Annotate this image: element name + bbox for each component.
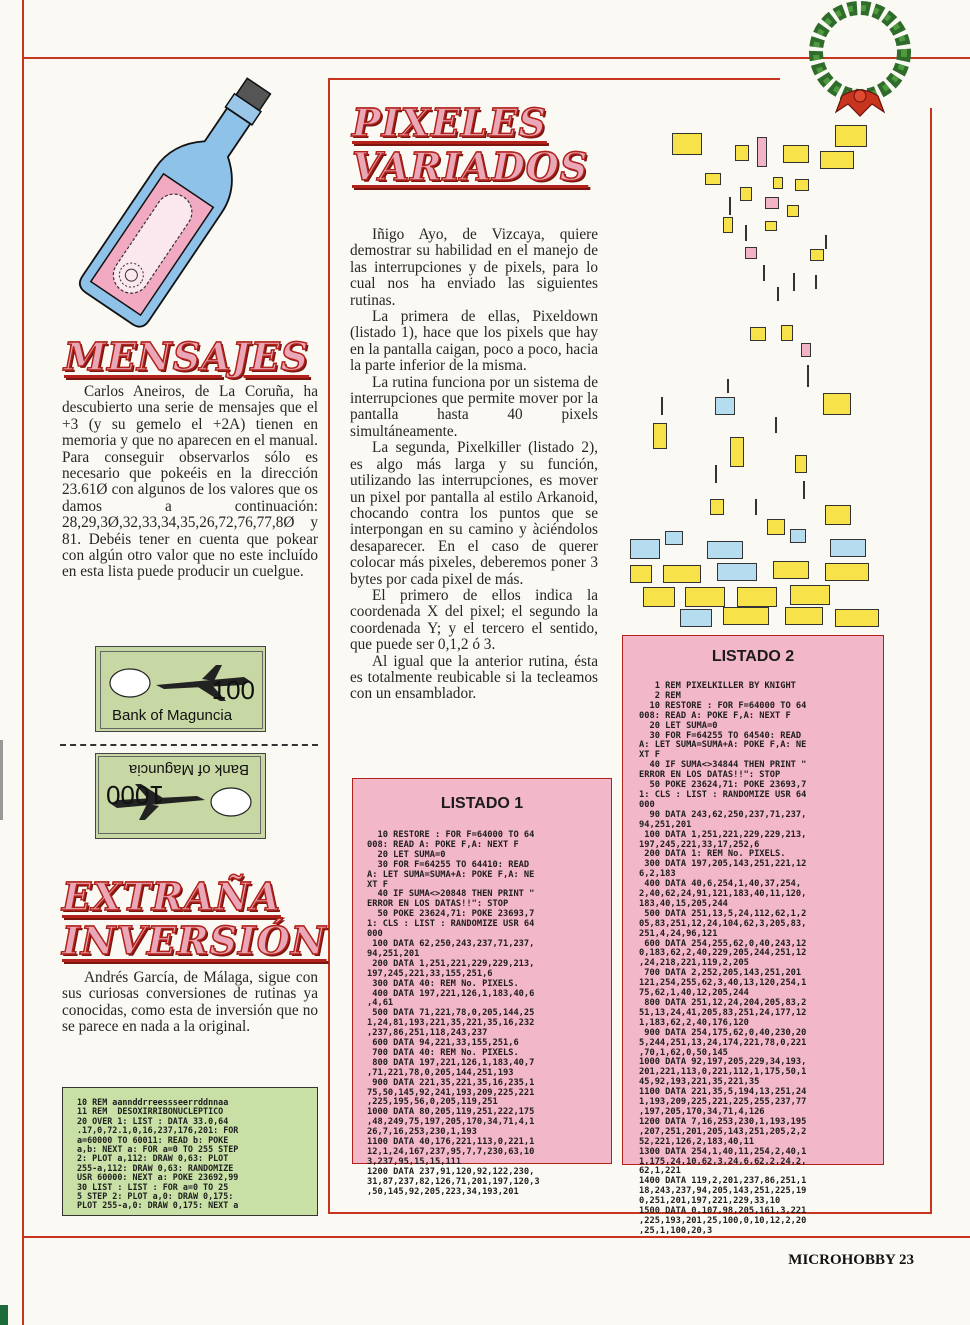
- falling-brick: [801, 343, 811, 357]
- falling-trail: [807, 365, 809, 387]
- listado1-box: [352, 778, 612, 1197]
- listado1-code: 10 RESTORE : FOR F=64000 TO 64 008: READ A: POKE F,A: NEXT F 20 LET SUMA=0 30 FOR F=64255 TO 64410: READ A: LET SUMA=SUMA+A: POKE F,A: NE XT F 40 IF SUMA<>20848 THEN PRINT " ERROR EN LOS DATAS!!": STOP 50 POKE 23624,71: POKE 23693,7 1: CLS : LIST : RANDOMIZE USR 64 000 100 DATA 62,250,243,237,71,237, 94,251,201 200 DATA 1,251,221,229,229,213, 197,245,221,33,155,251,6 300 DATA 40: REM No. PIXELS. 400 DATA 197,221,126,1,183,40,6 ,4,61 500 DATA 71,221,78,0,205,144,25 1,24,81,193,221,35,221,35,16,232 ,237,86,251,118,243,237 600 DATA 94,221,33,155,251,6 700 DATA 40: REM No. PIXELS. 800 DATA 197,221,126,1,183,40,7 ,71,221,78,0,205,144,251,193 900 DATA 221,35,221,35,16,235,1 75,50,145,92,241,193,209,225,221 ,225,195,56,0,205,119,251 1000 DATA 80,205,119,251,222,175 ,48,249,75,197,205,170,34,71,4,1 26,7,16,253,230,1,193 1100 DATA 40,176,221,113,0,221,1 12,1,24,167,237,95,7,7,230,63,10 3,237,95,15,15,111 1200 DATA 237,91,120,92,122,230, 31,87,237,82,126,71,201,197,120,3 ,50,145,92,205,223,34,193,201: [367, 830, 540, 1197]
- falling-trail: [815, 275, 817, 289]
- pixeles-title-line2: VARIADOS: [352, 144, 589, 189]
- falling-brick: [717, 563, 757, 581]
- falling-trail: [755, 499, 757, 515]
- mensajes-body: [62, 384, 318, 581]
- page-corner-mark: [0, 1305, 8, 1325]
- banknote-1000-bank: Bank of Maguncia: [128, 761, 249, 778]
- falling-brick: [745, 247, 757, 259]
- pixeles-paragraph-3: La rutina funciona por un sistema de interrupciones que permite mover por la pantalla hasta 40 pixels simultáneamente.: [350, 373, 598, 440]
- bottle-illustration: [70, 68, 290, 338]
- falling-brick: [705, 173, 721, 185]
- page-edge: [0, 740, 3, 820]
- extrana-title-line1: EXTRAÑA: [62, 874, 282, 919]
- falling-brick: [737, 587, 777, 607]
- falling-brick: [630, 539, 660, 559]
- pixeles-paragraph-5: El primero de ellos indica la coordenada X del pixel; el segundo la coordenada Y; y el tercero el sentido, que puede ser 0,1,2 ó 3.: [350, 586, 598, 654]
- falling-brick: [773, 561, 809, 579]
- pixeles-title-line1: PIXELES: [352, 100, 547, 145]
- mensajes-paragraph: Carlos Aneiros, de La Coruña, ha descubierto una serie de mensajes que el +3 (y su gemelo el +2A) tienen en memoria y que no aparecen en el manual. Para conseguir observarlos sólo es necesario que pokeéis en la dirección 23.61Ø con algunos de los valores que os damos a continuación: 28,29,3Ø,32,33,34,35,26,72,76,77,8Ø y 81. Debéis tener en cuenta que pokear con algún otro valor que no este incluído en esta lista puede producir un cuelgue.: [62, 383, 318, 581]
- pixeles-paragraph-2: La primera de ellas, Pixeldown (listado 1), hace que los pixels que hay en la pantalla caigan, poco a poco, hacia la parte inferior de la misma.: [350, 308, 598, 375]
- falling-brick: [653, 423, 667, 449]
- falling-trail: [825, 235, 827, 249]
- falling-brick: [810, 249, 824, 261]
- falling-brick: [715, 397, 735, 415]
- falling-brick: [785, 607, 823, 625]
- listado1-title: LISTADO 1: [440, 795, 524, 812]
- footer-page-number: 23: [899, 1252, 914, 1268]
- falling-trail: [661, 397, 663, 415]
- falling-brick: [710, 499, 724, 515]
- falling-brick: [630, 565, 652, 583]
- falling-brick: [790, 585, 830, 605]
- falling-brick: [790, 529, 806, 543]
- falling-brick: [685, 587, 725, 607]
- falling-brick: [825, 505, 851, 525]
- extrana-title-line2: INVERSIÓN: [62, 918, 327, 963]
- pixeles-box-top: [328, 78, 780, 80]
- left-rule: [22, 0, 24, 1325]
- falling-brick: [835, 125, 867, 147]
- falling-brick: [723, 217, 733, 233]
- falling-brick: [781, 325, 793, 341]
- extrana-code: 10 REM aannddrreessseerrddnnaa 11 REM DESOXIRRIBONUCLEPTICO 20 OVER 1: LIST : DATA 33.0,64 .17,0,72.1,0,16,237,176,201: FOR a=60000 TO 60011: READ b: POKE a,b: NEXT a: FOR a=0 TO 255 STEP 2: PLOT a,112: DRAW 0,63: PLOT 255-a,112: DRAW 0,63: RANDOMIZE USR 60000: NEXT a: POKE 23692,99 30 LIST : LIST : FOR a=0 TO 25 5 STEP 2: PLOT a,0: DRAW 0,175: PLOT 255-a,0: DRAW 0,175: NEXT a: [77, 1097, 239, 1211]
- falling-trail: [803, 481, 805, 499]
- banknote-100: [95, 646, 266, 732]
- pixeles-box-right: [930, 108, 932, 1214]
- falling-brick: [665, 531, 683, 545]
- banknote-1000: [95, 753, 266, 839]
- pixeles-body: [350, 227, 598, 703]
- falling-brick: [735, 145, 749, 161]
- pixeles-paragraph-4: La segunda, Pixelkiller (listado 2), es algo más larga y su función, utilizando las interrupciones, es mover un pixel por pantalla al estilo Arkanoid, chocando contra los puntos que se interpongan en su camino y àciéndolos desaparecer. En el caso de querer colocar más pixeles, deberemos poner 3 bytes por cada pixel de más.: [350, 439, 598, 588]
- falling-pixels-graphic: [625, 125, 925, 635]
- falling-brick: [795, 455, 807, 473]
- falling-trail: [715, 465, 717, 483]
- extrana-body: [62, 970, 318, 1036]
- falling-trail: [777, 287, 779, 301]
- pixeles-paragraph-6: Al igual que la anterior rutina, ésta es totalmente reubicable si la tecleamos con un ensamblador.: [350, 652, 598, 703]
- listado2-box: [622, 635, 884, 1236]
- falling-brick: [823, 393, 851, 415]
- falling-brick: [835, 609, 879, 627]
- mensajes-title: MENSAJES: [64, 334, 310, 379]
- falling-brick: [773, 177, 783, 189]
- falling-trail: [729, 197, 731, 215]
- falling-trail: [745, 225, 747, 241]
- falling-brick: [787, 205, 799, 217]
- falling-brick: [820, 151, 854, 169]
- falling-brick: [672, 133, 702, 155]
- falling-brick: [795, 179, 809, 191]
- dashed-cut-line: [60, 744, 318, 746]
- falling-brick: [830, 539, 866, 557]
- falling-brick: [750, 327, 766, 341]
- falling-trail: [727, 379, 729, 393]
- listado2-title: LISTADO 2: [711, 648, 795, 665]
- falling-brick: [707, 541, 743, 559]
- falling-trail: [763, 265, 765, 281]
- falling-brick: [680, 609, 712, 627]
- falling-brick: [643, 587, 675, 607]
- footer: [788, 1252, 914, 1269]
- laurel-wreath-icon: [780, 0, 940, 120]
- listado2-code: 1 REM PIXELKILLER BY KNIGHT 2 REM 10 RESTORE : FOR F=64000 TO 64 008: READ A: POKE F,A: NEXT F 20 LET SUMA=0 30 FOR F=64255 TO 64540: READ A: LET SUMA=SUMA+A: POKE F,A: NE XT F 40 IF SUMA<>34844 THEN PRINT " ERROR EN LOS DATAS!!": STOP 50 POKE 23624,71: POKE 23693,7 1: CLS : LIST : RANDOMIZE USR 64 000 90 DATA 243,62,250,237,71,237, 94,251,201 100 DATA 1,251,221,229,229,213, 197,245,221,33,17,252,6 200 DATA 1: REM No. PIXELS. 300 DATA 197,205,143,251,221,12 6,2,183 400 DATA 40,6,254,1,40,37,254, 2,40,62,24,91,121,183,40,11,120, 183,40,15,205,244 500 DATA 251,13,5,24,112,62,1,2 05,83,251,12,24,104,62,3,205,83, 251,4,24,96,121 600 DATA 254,255,62,0,40,243,12 0,183,62,2,40,229,205,244,251,12 ,24,218,221,119,2,205 700 DATA 2,252,205,143,251,201 121,254,255,62,3,40,13,120,254,1 75,62,1,40,12,205,244 800 DATA 251,12,24,204,205,83,2 51,13,24,41,205,83,251,24,177,12 1,183,62,2,40,176,120 900 DATA 254,175,62,0,40,230,20 5,244,251,13,24,174,221,78,0,221 ,70,1,62,0,50,145 1000 DATA 92,197,205,229,34,193, 201,221,113,0,221,112,1,175,50,1 45,92,193,221,35,221,35 1100 DATA 221,35,5,194,13,251,24 1,193,209,225,221,225,255,237,77 ,197,205,170,34,71,4,126 1200 DATA 7,16,253,230,1,193,195 ,207,251,201,205,143,251,205,2,2 52,221,126,2,183,40,11 1300 DATA 254,1,40,11,254,2,40,1 1,175,24,10,62,3,24,6,62,2,24,2, 62,1,221 1400 DATA 119,2,201,237,86,251,1 18,243,237,94,205,143,251,225,19 0,251,201,197,221,229,33,10 1500 DATA 0,107,98,205,161,3,221 ,225,193,201,25,100,0,10,12,2,20 ,25,1,100,20,3: [639, 681, 807, 1236]
- falling-brick: [767, 519, 785, 535]
- falling-brick: [663, 565, 701, 583]
- falling-trail: [793, 273, 795, 291]
- falling-brick: [765, 221, 777, 231]
- falling-brick: [783, 145, 809, 163]
- banknote-100-bank: Bank of Maguncia: [112, 707, 233, 724]
- falling-brick: [825, 563, 869, 581]
- falling-brick: [730, 437, 744, 467]
- footer-magazine: MICROHOBBY: [788, 1252, 896, 1268]
- falling-brick: [765, 197, 779, 209]
- falling-brick: [740, 187, 752, 201]
- banknote-1000-value: 1000: [106, 780, 164, 810]
- banknote-100-value: 100: [211, 675, 255, 705]
- falling-brick: [723, 607, 769, 625]
- extrana-paragraph: Andrés García, de Málaga, sigue con sus curiosas conversiones de rutinas ya conocidas, como esta de inversión que no se parece en nada a la original.: [62, 969, 318, 1036]
- falling-trail: [775, 417, 777, 433]
- extrana-listing: [62, 1087, 318, 1216]
- pixeles-paragraph-1: Iñigo Ayo, de Vizcaya, quiere demostrar su habilidad en el manejo de las interrupciones y de pixels, para lo cual nos ha enviado las siguientes rutinas.: [350, 226, 598, 309]
- falling-brick: [757, 137, 767, 167]
